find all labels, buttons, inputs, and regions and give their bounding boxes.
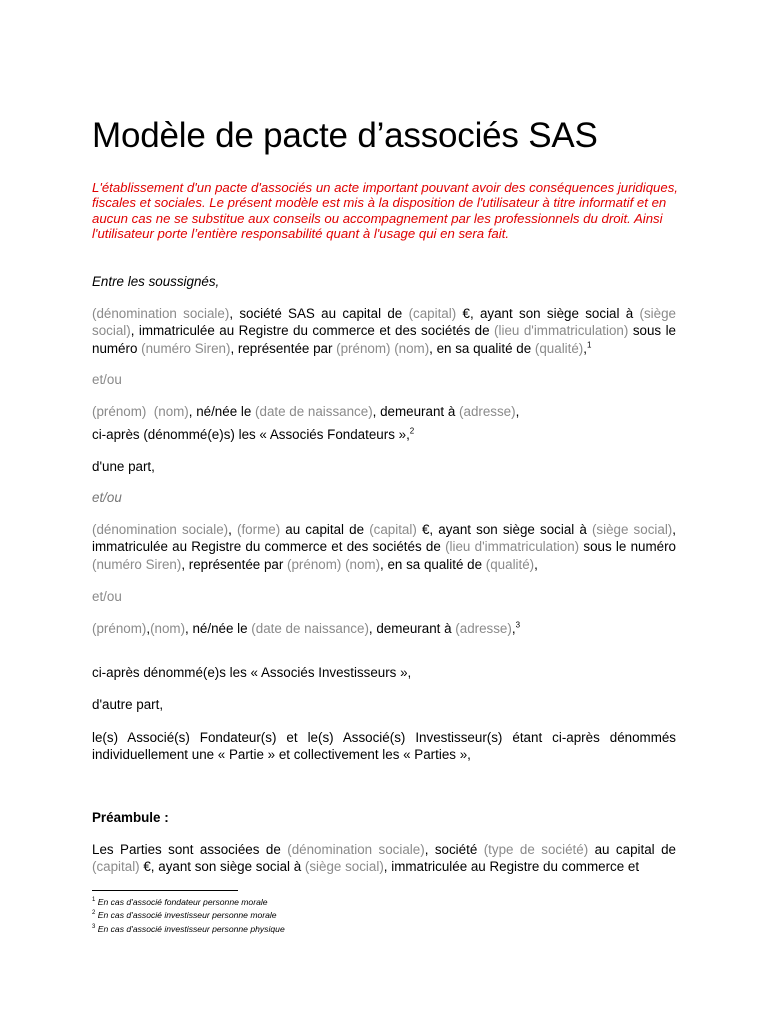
investisseurs-text: ci-après dénommé(e)s les « Associés Investisseurs », [92,665,412,680]
placeholder-adresse: (adresse) [459,404,516,419]
footnote-ref-1: 1 [587,340,592,350]
placeholder-lieu: (lieu d'immatriculation) [445,539,580,555]
placeholder-type: (type de société) [483,842,589,857]
placeholder-nom: (nom) [150,621,186,636]
party1-paragraph: (dénomination sociale), société SAS au capital de (capital) €, ayant son siège social à (siège social), immatriculée au Registre du commerce et des sociétés de (lieu d'immatriculation) sous le numéro (numéro Siren), représentée par (prénom) (nom), en sa qualité de (qualité),$^1$ [92,306,677,356]
preambule-heading: Préambule : [92,810,169,825]
placeholder-forme: (forme) [237,522,281,537]
placeholder-capital: (capital) [369,522,417,537]
placeholder-nom: (nom) [345,556,381,572]
une-part-text: d'une part, [92,459,155,474]
preambule-paragraph: Les Parties sont associées de (dénomination sociale), société (type de société) au capital de (capital) €, ayant son siège social à (siège social), immatriculée au Registre du commerce et [92,842,676,875]
disclaimer-text: L'établissement d'un pacte d'associés un acte important pouvant avoir des conséquences juridiques, fiscales et sociales. Le présent modèle est mis à la disposition de l'utilisateur à titre informatif et en aucun cas ne se substitue aux conseils ou accompagnement par les professionnels du droit. Ainsi l'utilisateur porte l’entière responsabilité quant à l'usage qui en sera fait. [92,180,678,242]
placeholder-adresse: (adresse) [455,621,512,636]
placeholder-qualite: (qualité) [485,556,535,572]
placeholder-date: (date de naissance) [251,621,369,636]
placeholder-siege: (siège social) [591,522,673,537]
placeholder-denomination: (dénomination sociale) [287,842,425,857]
placeholder-capital: (capital) [92,859,140,875]
placeholder-nom: (nom) [153,404,189,419]
placeholder-siren: (numéro Siren) [141,340,231,356]
et-ou-1: et/ou [92,372,122,387]
parties-definition: le(s) Associé(s) Fondateur(s) et le(s) Associé(s) Investisseur(s) étant ci-après dénommés individuellement une « Partie » et collectivement les « Parties », [92,730,676,763]
intro-text: Entre les soussignés, [92,274,220,289]
person1-paragraph: (prénom) (nom), né/née le (date de naissance), demeurant à (adresse), [92,404,520,419]
footnote-ref-3: 3 [515,620,521,630]
placeholder-date: (date de naissance) [255,404,373,419]
footnote-3: $^3$ En cas d'associé investisseur personne physique [92,924,285,934]
et-ou-2: et/ou [92,490,122,505]
person2-paragraph: (prénom),(nom), né/née le (date de naissance), demeurant à (adresse),$^3$ [92,620,521,636]
placeholder-qualite: (qualité) [534,340,584,356]
placeholder-nom: (nom) [394,340,430,356]
placeholder-capital: (capital) [408,306,457,321]
placeholder-prenom: (prénom) [336,340,391,356]
fondateurs-text: ci-après (dénommé(e)s) les « Associés Fondateurs »,$^2$ [92,426,415,442]
party2-paragraph: (dénomination sociale), (forme) au capital de (capital) €, ayant son siège social à (siège social), immatriculée au Registre du commerce et des sociétés de (lieu d'immatriculation) sous le numéro (numéro Siren), représentée par (prénom) (nom), en sa qualité de (qualité), [92,522,676,572]
placeholder-siege: (siège social) [304,859,384,875]
placeholder-siege: (siège social) [92,306,676,339]
footnote-1: $^1$ En cas d'associé fondateur personne morale [92,897,268,907]
document-title: Modèle de pacte d’associés SAS [92,116,598,155]
footnote-2: $^2$ En cas d'associé investisseur personne morale [92,910,277,920]
footnote-separator [92,890,238,891]
placeholder-denomination: (dénomination sociale) [92,306,230,321]
placeholder-prenom: (prénom) [92,621,147,636]
placeholder-denomination: (dénomination sociale) [92,522,229,537]
placeholder-prenom: (prénom) [92,404,147,419]
et-ou-3: et/ou [92,589,122,604]
placeholder-lieu: (lieu d'immatriculation) [494,323,629,339]
placeholder-prenom: (prénom) [287,556,342,572]
footnote-ref-2: 2 [409,426,415,436]
placeholder-siren: (numéro Siren) [92,556,182,572]
autre-part-text: d'autre part, [92,697,164,712]
